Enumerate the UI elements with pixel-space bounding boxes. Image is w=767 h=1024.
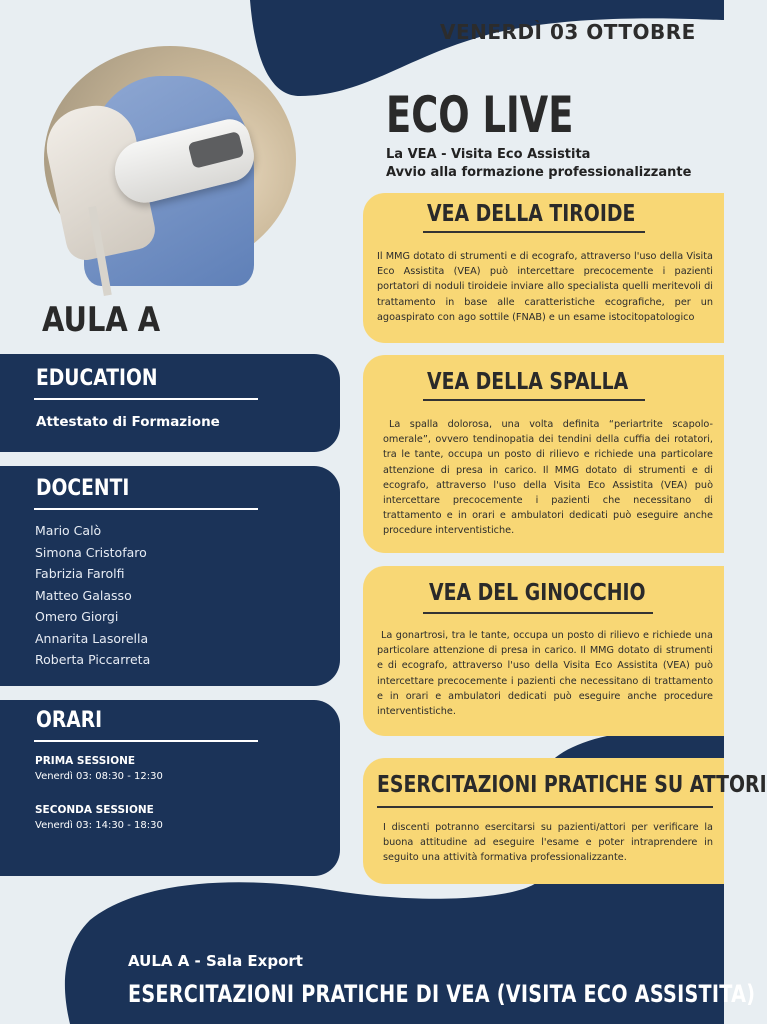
card-tiroide-title: VEA DELLA TIROIDE [427, 201, 636, 227]
footer-room: AULA A - Sala Export [128, 952, 303, 970]
session-1-label: PRIMA SESSIONE [35, 755, 136, 767]
docente-item: Mario Calò [35, 523, 102, 538]
card-spalla [363, 355, 724, 553]
card-ginocchio-text: La gonartrosi, tra le tante, occupa un posto di rilievo e richiede una particolare attenzione di presa in carico. Il MMG dotato di strumenti e di ecografo, attraverso l'uso della Visita Eco Assistita (VEA) può intercettare precocemente i pazienti che necessitano di trattamento e in orari e ambulatori dedicati può eseguire anche procedure interventistiche. [377, 630, 713, 718]
docenti-list [35, 520, 150, 671]
card-esercitazioni-text: I discenti potranno esercitarsi su pazienti/attori per verificare la buona attitudine ad eseguire l'esame e poter intraprendere in seguito una attività formativa professionalizzante. [383, 822, 713, 864]
card-tiroide-divider [423, 231, 645, 233]
orari-heading: ORARI [36, 708, 103, 733]
docente-item: Matteo Galasso [35, 587, 132, 603]
event-date: VENERDÌ 03 OTTOBRE [440, 20, 696, 44]
card-tiroide [363, 193, 724, 343]
card-ginocchio [363, 566, 724, 736]
card-ginocchio-title: VEA DEL GINOCCHIO [429, 580, 646, 606]
page-title: ECO LIVE [386, 86, 574, 144]
card-spalla-title: VEA DELLA SPALLA [427, 369, 629, 395]
card-tiroide-text: Il MMG dotato di strumenti e di ecografo, attraverso l'uso della Visita Eco Assistita (VEA) può intercettare precocemente i pazienti portatori di noduli tiroideie inviare allo specialista quelli meritevoli di trattamento in base alle caratteristiche ecografiche, per un agoaspirato con ago sottile (FNAB) e un esame istocitopatologico [377, 251, 713, 323]
subtitle-line-1: La VEA - Visita Eco Assistita [386, 147, 591, 162]
docenti-box [0, 466, 340, 686]
docente-item: Roberta Piccarreta [35, 652, 151, 667]
orari-box [0, 700, 340, 876]
room-label: AULA A [42, 300, 161, 340]
footer-title: ESERCITAZIONI PRATICHE DI VEA (VISITA ECO ASSISTITA) [128, 980, 756, 1008]
docente-item: Omero Giorgi [35, 609, 119, 624]
card-esercitazioni-title: ESERCITAZIONI PRATICHE SU ATTORI [377, 772, 767, 798]
ultrasound-photo [44, 46, 296, 272]
docenti-divider [34, 508, 258, 510]
docente-item: Fabrizia Farolfi [35, 566, 125, 581]
docente-item: Simona Cristofaro [35, 544, 147, 560]
subtitle [386, 146, 691, 182]
card-spalla-text: La spalla dolorosa, una volta definita “periartrite scapolo-omerale”, ovvero tendinopatia dei tendini della cuffia dei rotatori, tra le tante, occupa un posto di rilievo e richiede una particolare attenzione di presa in carico. Il MMG dotato di strumenti e di ecografo, attraverso l'uso della Visita Eco Assistita (VEA) può intercettare precocemente i pazienti che necessitano di trattamento e in orari e ambulatori dedicati può eseguire anche procedure interventistiche. [383, 419, 713, 537]
card-esercitazioni-divider [377, 806, 713, 808]
card-spalla-divider [423, 399, 645, 401]
orari-divider [34, 740, 258, 742]
subtitle-line-2: Avvio alla formazione professionalizzante [386, 165, 692, 180]
education-box [0, 354, 340, 452]
docente-item: Annarita Lasorella [35, 630, 149, 646]
education-text: Attestato di Formazione [36, 414, 220, 430]
docenti-heading: DOCENTI [36, 476, 130, 501]
session-2-label: SECONDA SESSIONE [35, 804, 154, 816]
session-1-time: Venerdì 03: 08:30 - 12:30 [35, 771, 163, 782]
card-esercitazioni [363, 758, 767, 884]
session-2-time: Venerdì 03: 14:30 - 18:30 [35, 820, 163, 831]
education-divider [34, 398, 258, 400]
education-heading: EDUCATION [36, 366, 158, 391]
card-ginocchio-divider [423, 612, 653, 614]
